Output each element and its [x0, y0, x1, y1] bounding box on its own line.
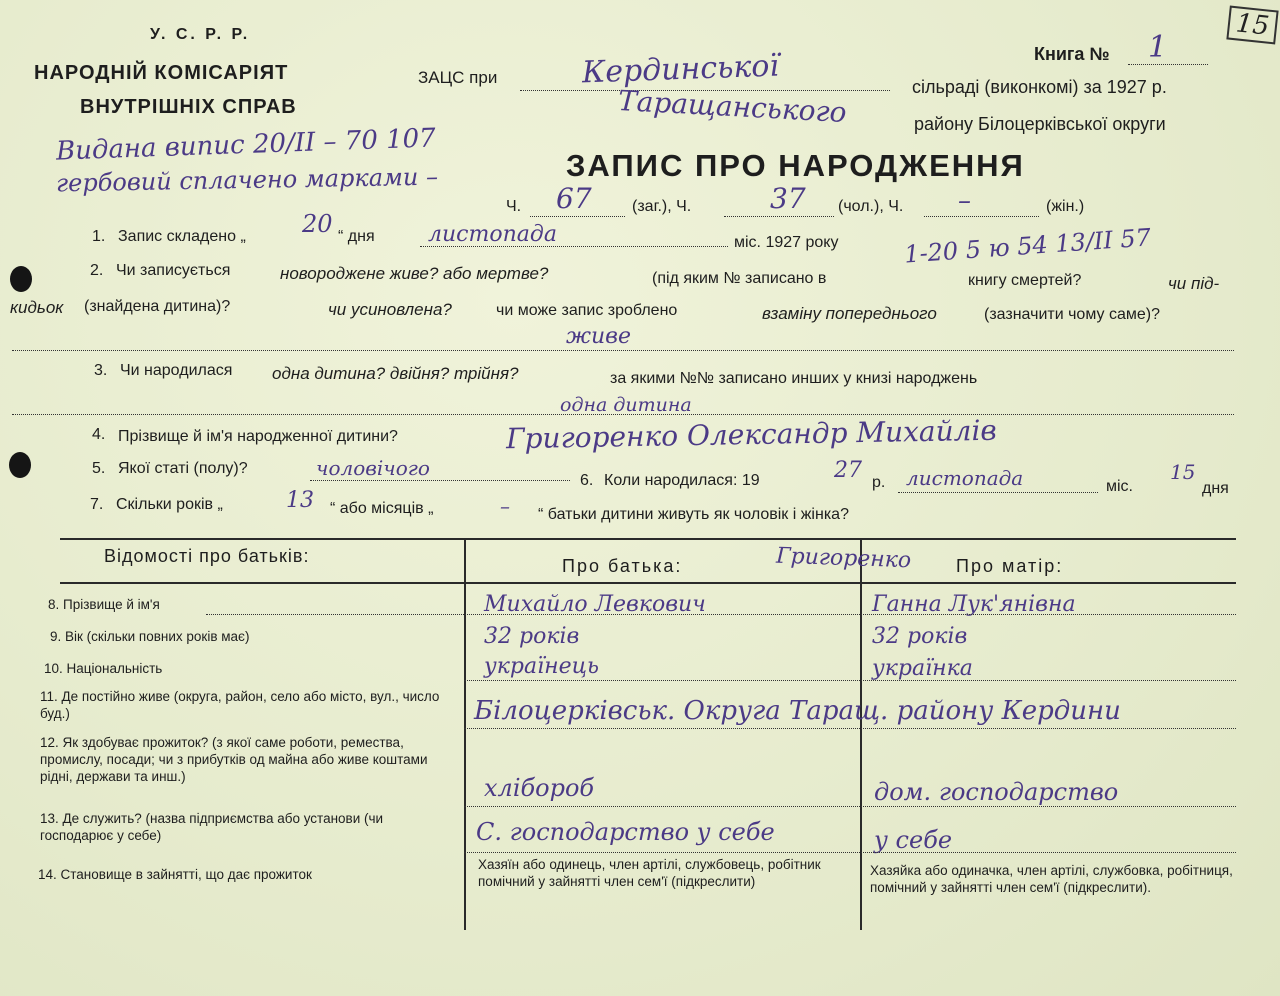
q2-line1-a: Чи записується [116, 262, 231, 279]
row-13-mother: у себе [874, 826, 953, 854]
q2-line2-b: (знайдена дитина)? [84, 298, 231, 315]
q3-text-b: одна дитина? двійня? трійня? [272, 364, 519, 383]
female-number-label: (жін.) [1046, 198, 1085, 215]
male-number-label: (чол.), Ч. [838, 198, 904, 215]
ussr-header: У. С. Р. Р. [150, 26, 251, 43]
table-top-border [60, 538, 1236, 540]
column-father: Про батька: [562, 556, 683, 576]
q6-text-d: дня [1202, 480, 1229, 497]
female-number-line [924, 216, 1039, 217]
record-number-label: Ч. [506, 198, 522, 215]
q6-text-a: Коли народилася: 19 [604, 472, 760, 489]
q6-month-line [898, 492, 1098, 493]
handwritten-note-line-1: Видана випис 20/ІІ – 70 107 [55, 123, 437, 167]
row-8-father: Михайло Левкович [484, 592, 706, 617]
commissariat-line-2: ВНУТРІШНІХ СПРАВ [80, 96, 297, 118]
q2-line2-a: кидьок [10, 298, 64, 317]
row-10-line [464, 680, 1236, 681]
q1-text-a: Запис складено „ [118, 228, 246, 245]
page-title: ЗАПИС ПРО НАРОДЖЕННЯ [566, 148, 1025, 183]
row-10-father: українець [484, 654, 599, 679]
corner-stamp: 15 [1226, 6, 1278, 45]
zags-label: ЗАЦС при [418, 68, 498, 87]
book-number-line [1128, 64, 1208, 65]
row-11-line [464, 728, 1236, 729]
handwritten-note-line-2: гербовий сплачено марками – [55, 162, 439, 198]
row-12-mother: дом. господарство [874, 778, 1119, 806]
general-number-label: (заг.), Ч. [632, 198, 692, 215]
row-8-mother: Ганна Лук'янівна [872, 592, 1076, 617]
handwritten-council: Кердинської [581, 48, 780, 91]
book-label: Книга № [1034, 44, 1110, 64]
column-mother: Про матір: [956, 556, 1064, 576]
q1-text-b: “ дня [338, 228, 375, 245]
row-10-label: 10. Національність [44, 661, 163, 676]
commissariat-line-1: НАРОДНІЙ КОМІСАРІЯТ [34, 62, 289, 84]
male-number-line [724, 216, 834, 217]
q2-answer-line [12, 350, 1234, 351]
q6-text-b: р. [872, 474, 886, 491]
q5-answer: чоловічого [316, 456, 430, 480]
row-14-father: Хазяїн або одинець, член артілі, службовець, робітник помічний у зайнятті член сем'ї (підкреслити) [478, 857, 821, 889]
table-header-border [60, 582, 1236, 584]
row-13-label: 13. Де служить? (назва підприємства або установи (чи господарює у себе) [40, 811, 384, 843]
handwritten-district: Таращанського [617, 84, 848, 129]
q5-answer-line [310, 480, 570, 481]
q5-text: Якої статі (полу)? [118, 460, 248, 477]
row-14-mother: Хазяйка або одиначка, член артілі, службовка, робітниця, помічний у зайнятті член сем'ї (підкреслити). [870, 863, 1233, 895]
row-13-line [464, 852, 1236, 853]
row-11-father: Білоцерківськ. Округа Таращ. району Кердини [474, 696, 1121, 726]
row-9-mother: 32 років [872, 624, 968, 649]
book-number: 1 [1148, 30, 1168, 65]
punch-hole-top [10, 266, 32, 292]
q5-number: 5. [92, 460, 106, 477]
row-12-father: хлібороб [484, 774, 595, 802]
q1-number: 1. [92, 228, 106, 245]
q6-year: 27 [834, 458, 862, 483]
q3-text-c: за якими №№ записано инших у книзі народжень [610, 370, 978, 387]
q6-day: 15 [1170, 460, 1196, 484]
q2-line1-d: книгу смертей? [968, 272, 1082, 289]
row-14-label: 14. Становище в зайнятті, що дає прожиток [38, 867, 312, 882]
row-8-label: 8. Прізвище й ім'я [48, 597, 160, 612]
q2-line1-e: чи під- [1168, 274, 1220, 293]
q4-answer: Григоренко Олександр Михайлів [505, 413, 997, 456]
district-line: району Білоцерківської округи [914, 114, 1166, 134]
row-10-mother: українка [872, 656, 973, 681]
q2-line2-d: чи може запис зроблено [496, 302, 678, 319]
q6-text-c: міс. [1106, 478, 1133, 495]
village-council-line: сільраді (виконкомі) за 1927 р. [912, 77, 1167, 97]
q2-answer: живе [566, 324, 632, 349]
general-number-line [530, 216, 625, 217]
general-number-value: 67 [556, 182, 592, 215]
q7-text-a: Скільки років „ [116, 496, 223, 513]
q7-months: – [500, 494, 510, 518]
row-13-father: С. господарство у себе [476, 818, 775, 846]
q6-number: 6. [580, 472, 594, 489]
q7-text-c: “ батьки дитини живуть як чоловік і жінка? [538, 506, 849, 523]
table-divider-2 [860, 538, 862, 930]
q2-line1-c: (під яким № записано в [652, 270, 827, 287]
q2-line2-c: чи усиновлена? [328, 300, 452, 319]
male-number-value: 37 [770, 182, 806, 215]
table-divider-1 [464, 538, 466, 930]
q3-answer: одна дитина [560, 394, 692, 416]
q6-month: листопада [906, 466, 1024, 490]
q2-line2-e: взаміну попереднього [762, 304, 937, 323]
q4-text: Прізвище й ім'я народженної дитини? [118, 428, 398, 445]
q3-number: 3. [94, 362, 108, 379]
q1-text-c: міс. 1927 року [734, 234, 839, 251]
row-8-line [206, 614, 1236, 615]
q1-month: листопада [428, 222, 557, 247]
row-12-line [464, 806, 1236, 807]
q4-number: 4. [92, 426, 106, 443]
row-9-father: 32 років [484, 624, 580, 649]
q7-text-b: “ або місяців „ [330, 500, 434, 517]
q1-margin-note: 1-20 5 ю 54 13/ІІ 57 [903, 223, 1152, 269]
father-surname: Григоренко [775, 543, 912, 574]
q7-years: 13 [286, 488, 314, 513]
q2-line1-b: новороджене живе? або мертве? [280, 264, 549, 283]
q7-number: 7. [90, 496, 104, 513]
q1-day: 20 [302, 210, 333, 238]
q3-text-a: Чи народилася [120, 362, 233, 379]
row-9-label: 9. Вік (скільки повних років має) [50, 629, 250, 644]
row-11-label: 11. Де постійно живе (округа, район, село або місто, вул., число буд.) [40, 689, 440, 721]
row-12-label: 12. Як здобуває прожиток? (з якої саме роботи, ремества, промислу, посади; чи з прибутків од майна або живе коштами рідні, держави та инш.) [40, 735, 428, 784]
q2-line2-f: (зазначити чому саме)? [984, 306, 1160, 323]
punch-hole-bottom [9, 452, 31, 478]
column-parents: Відомості про батьків: [104, 546, 310, 566]
q2-number: 2. [90, 262, 104, 279]
female-number-value: – [958, 186, 971, 216]
